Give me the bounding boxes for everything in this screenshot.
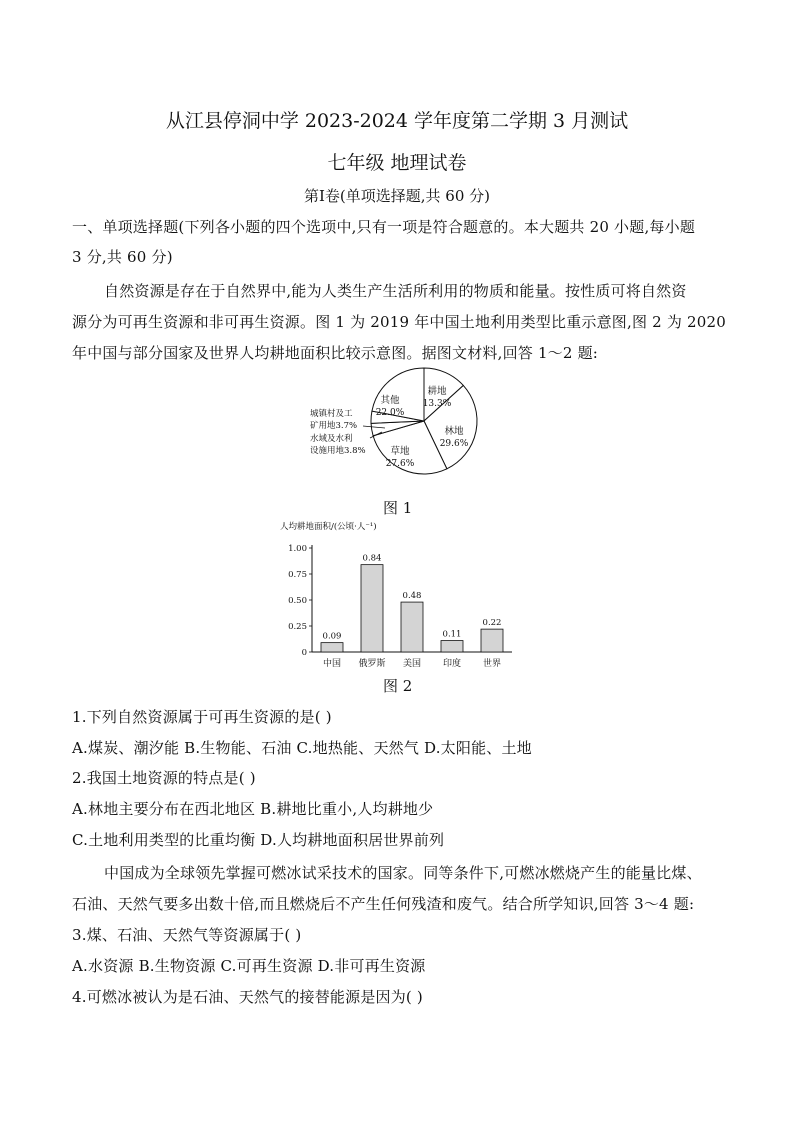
bar-category-label-0: 中国 — [322, 659, 342, 669]
bar-categories — [323, 657, 501, 669]
y-tick-label-0: 0 — [301, 648, 307, 658]
y-tick-label-3: 0.75 — [288, 570, 307, 580]
passage1-line3: 年中国与部分国家及世界人均耕地面积比较示意图。据图文材料,回答 1～2 题: — [72, 344, 599, 362]
pie-label-caodi: 草地 — [390, 446, 410, 457]
bar-value-label-0: 0.09 — [322, 631, 342, 642]
bar-value-label-4: 0.22 — [482, 618, 502, 629]
question-1: 1.下列自然资源属于可再生资源的是( ) — [72, 708, 332, 726]
pie-label-chengzhen-2: 矿用地3.7% — [310, 421, 358, 431]
pie-value-qita: 22.0% — [375, 408, 405, 418]
y-tick-label-4: 1.00 — [288, 544, 307, 554]
question-3-options: A.水资源 B.生物资源 C.可再生资源 D.非可再生资源 — [72, 957, 426, 975]
pie-label-gengdi: 耕地 — [427, 386, 447, 397]
bar-4 — [481, 629, 503, 652]
bar-3 — [441, 641, 463, 652]
pie-value-caodi: 27.6% — [385, 459, 415, 469]
bar-value-label-2: 0.48 — [402, 591, 422, 602]
bar-chart-ylabel: 人均耕地面积/(公顷·人⁻¹) — [280, 522, 377, 532]
bar-bars — [321, 565, 503, 652]
question-2-options-2: C.土地利用类型的比重均衡 D.人均耕地面积居世界前列 — [72, 831, 445, 849]
exam-title: 从江县停洞中学 2023-2024 学年度第二学期 3 月测试 — [165, 110, 629, 132]
passage2-line1: 中国成为全球领先掌握可燃冰试采技术的国家。同等条件下,可燃冰燃烧产生的能量比煤、 — [104, 864, 702, 882]
section-instruction-line2: 3 分,共 60 分) — [72, 248, 173, 266]
part-heading: 第Ⅰ卷(单项选择题,共 60 分) — [303, 187, 491, 205]
question-1-options: A.煤炭、潮汐能 B.生物能、石油 C.地热能、天然气 D.太阳能、土地 — [72, 739, 532, 757]
exam-subtitle: 七年级 地理试卷 — [327, 152, 467, 174]
figure2-caption: 图 2 — [383, 677, 413, 695]
passage1-line1: 自然资源是存在于自然界中,能为人类生产生活所利用的物质和能量。按性质可将自然资 — [104, 282, 687, 300]
pie-label-shuiyu-1: 水域及水利 — [310, 434, 353, 444]
question-4: 4.可燃冰被认为是石油、天然气的接替能源是因为( ) — [72, 988, 423, 1006]
bar-category-label-2: 美国 — [402, 659, 422, 669]
passage2-line2: 石油、天然气要多出数十倍,而且燃烧后不产生任何残渣和废气。结合所学知识,回答 3～4 题: — [72, 895, 695, 913]
bar-value-label-3: 0.11 — [442, 629, 462, 640]
figure1-caption: 图 1 — [383, 499, 413, 517]
question-2-options-1: A.林地主要分布在西北地区 B.耕地比重小,人均耕地少 — [72, 800, 434, 818]
pie-value-gengdi: 13.3% — [422, 399, 452, 409]
question-3: 3.煤、石油、天然气等资源属于( ) — [72, 926, 302, 944]
passage1-line2: 源分为可再生资源和非可再生资源。图 1 为 2019 年中国土地利用类型比重示意图,图 2 为 2020 — [72, 313, 726, 331]
bar-category-label-3: 印度 — [442, 659, 462, 669]
y-tick-label-2: 0.50 — [288, 596, 307, 606]
pie-label-qita: 其他 — [380, 395, 400, 406]
figure1-pie-chart — [300, 366, 520, 476]
bar-2 — [401, 602, 423, 652]
pie-label-lindi: 林地 — [444, 426, 464, 437]
bar-1 — [361, 565, 383, 652]
bar-0 — [321, 643, 343, 652]
pie-label-chengzhen-1: 城镇村及工 — [310, 409, 353, 419]
y-tick-label-1: 0.25 — [288, 622, 307, 632]
figure2-bar-chart — [272, 518, 522, 673]
question-2: 2.我国土地资源的特点是( ) — [72, 769, 256, 787]
bar-value-label-1: 0.84 — [362, 553, 382, 564]
pie-label-shuiyu-2: 设施用地3.8% — [310, 446, 366, 456]
bar-category-label-4: 世界 — [482, 659, 502, 669]
bar-category-label-1: 俄罗斯 — [358, 659, 386, 669]
pie-value-lindi: 29.6% — [439, 439, 469, 449]
bar-ticks — [288, 544, 312, 658]
section-instruction-line1: 一、单项选择题(下列各小题的四个选项中,只有一项是符合题意的。本大题共 20 小题,每小题 — [72, 218, 696, 236]
